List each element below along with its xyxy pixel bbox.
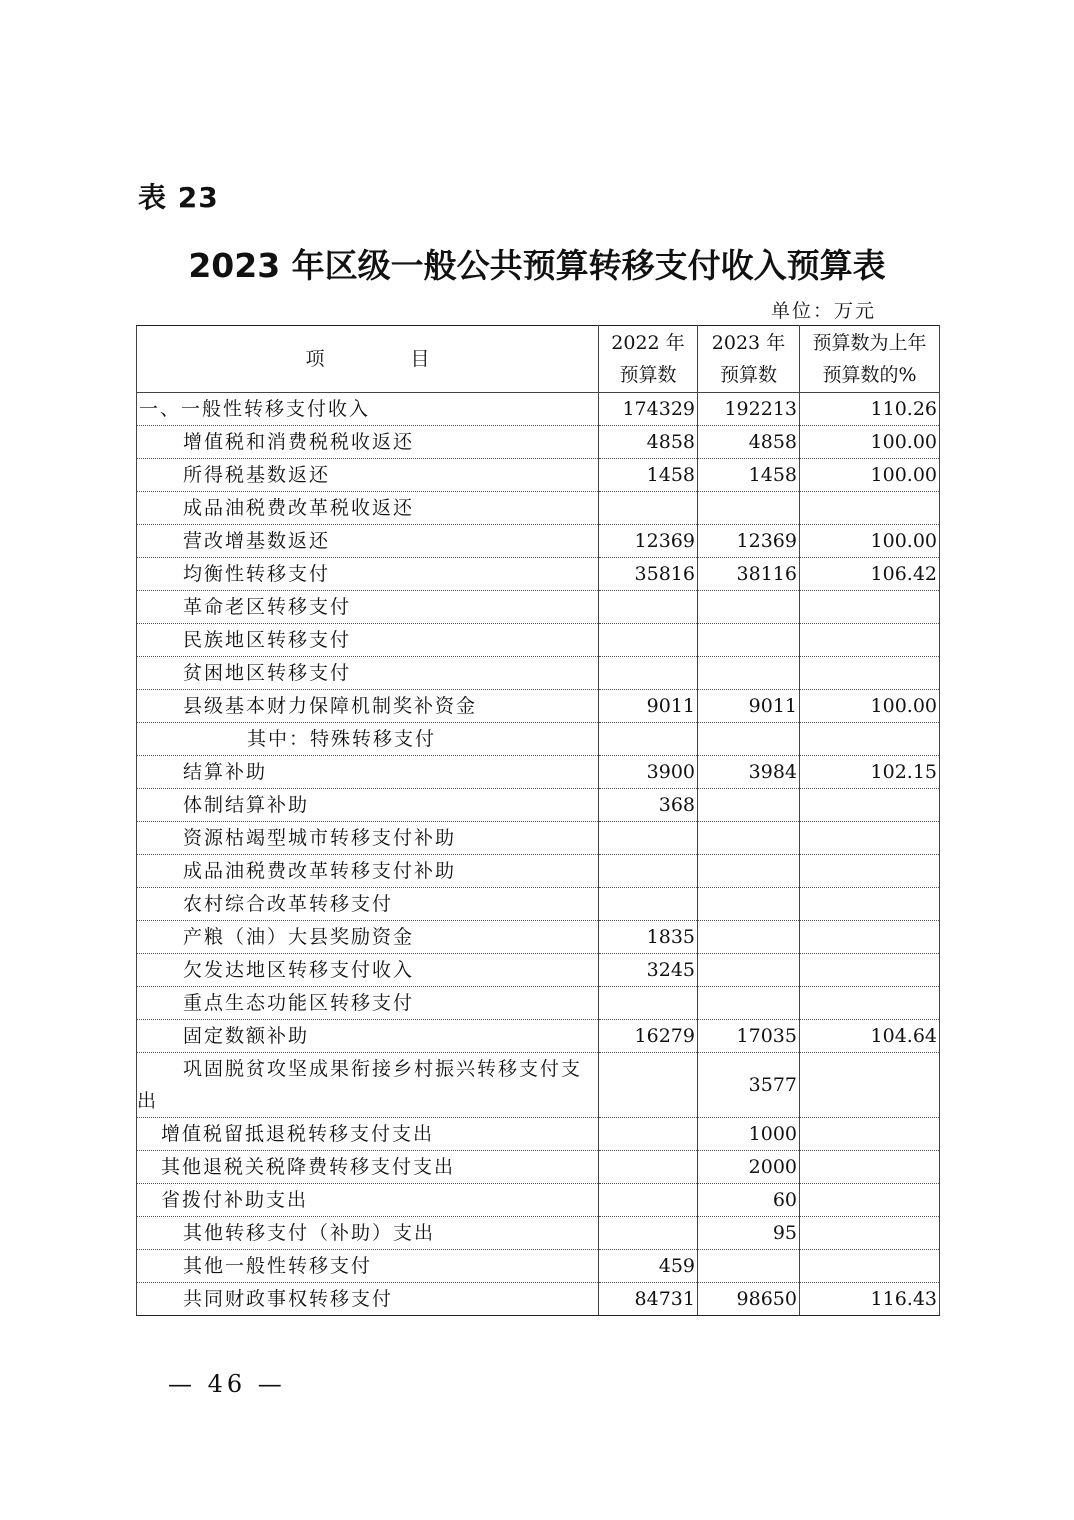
row-percent	[800, 1184, 940, 1217]
row-2023: 3984	[698, 756, 800, 789]
header-item: 项 目	[137, 326, 599, 393]
table-row	[137, 954, 940, 987]
header-percent	[800, 326, 940, 393]
row-item: 巩固脱贫攻坚成果衔接乡村振兴转移支付支出	[137, 1053, 599, 1118]
row-item: 重点生态功能区转移支付	[137, 987, 599, 1020]
table-row	[137, 921, 940, 954]
row-percent	[800, 624, 940, 657]
page-number: — 46 —	[168, 1370, 286, 1398]
row-percent	[800, 888, 940, 921]
row-2023	[698, 1250, 800, 1283]
table-row	[137, 393, 940, 426]
header-2023-label: 预算数	[719, 364, 777, 386]
row-percent	[800, 954, 940, 987]
table-row	[137, 1020, 940, 1053]
row-percent	[800, 1217, 940, 1250]
row-percent: 116.43	[800, 1283, 940, 1316]
table-row	[137, 1053, 940, 1118]
row-2023: 9011	[698, 690, 800, 723]
row-percent	[800, 1250, 940, 1283]
row-2022	[599, 591, 698, 624]
table-row	[137, 756, 940, 789]
row-2023: 4858	[698, 426, 800, 459]
header-row	[137, 326, 940, 393]
row-2022: 174329	[599, 393, 698, 426]
row-2022: 16279	[599, 1020, 698, 1053]
table-row	[137, 591, 940, 624]
row-percent	[800, 1151, 940, 1184]
table-row	[137, 657, 940, 690]
row-item: 其他转移支付（补助）支出	[137, 1217, 599, 1250]
table-row	[137, 558, 940, 591]
row-item: 共同财政事权转移支付	[137, 1283, 599, 1316]
row-2022: 12369	[599, 525, 698, 558]
table-number: 表 23	[138, 181, 219, 214]
row-2023	[698, 492, 800, 525]
header-2022-year: 2022 年	[611, 332, 685, 354]
table-row	[137, 1250, 940, 1283]
table-row	[137, 987, 940, 1020]
header-2023-year: 2023 年	[711, 332, 786, 354]
row-2022	[599, 1118, 698, 1151]
row-percent	[800, 987, 940, 1020]
row-item: 体制结算补助	[137, 789, 599, 822]
table-row	[137, 492, 940, 525]
row-2023	[698, 624, 800, 657]
row-2022: 4858	[599, 426, 698, 459]
row-2023	[698, 822, 800, 855]
row-2023: 17035	[698, 1020, 800, 1053]
row-item: 结算补助	[137, 756, 599, 789]
row-2023	[698, 921, 800, 954]
row-2023	[698, 657, 800, 690]
row-item: 增值税和消费税税收返还	[137, 426, 599, 459]
table-row	[137, 723, 940, 756]
row-2022	[599, 1151, 698, 1184]
row-2023: 1000	[698, 1118, 800, 1151]
row-2023: 12369	[698, 525, 800, 558]
row-2022: 3900	[599, 756, 698, 789]
header-2023	[698, 326, 800, 393]
row-2022	[599, 492, 698, 525]
row-percent	[800, 657, 940, 690]
budget-table	[136, 325, 940, 1316]
row-item: 固定数额补助	[137, 1020, 599, 1053]
row-item: 增值税留抵退税转移支付支出	[137, 1118, 599, 1151]
row-2022	[599, 1053, 698, 1118]
row-item: 贫困地区转移支付	[137, 657, 599, 690]
row-percent: 100.00	[800, 690, 940, 723]
row-2023: 2000	[698, 1151, 800, 1184]
row-2023	[698, 789, 800, 822]
row-percent: 102.15	[800, 756, 940, 789]
table-row	[137, 822, 940, 855]
row-2022: 1835	[599, 921, 698, 954]
row-percent: 100.00	[800, 459, 940, 492]
header-percent-line2: 预算数的%	[822, 364, 917, 386]
row-percent	[800, 921, 940, 954]
row-item: 欠发达地区转移支付收入	[137, 954, 599, 987]
table-row	[137, 624, 940, 657]
row-2022: 1458	[599, 459, 698, 492]
table-row	[137, 690, 940, 723]
row-percent	[800, 1118, 940, 1151]
row-item: 成品油税费改革税收返还	[137, 492, 599, 525]
row-item: 一、一般性转移支付收入	[137, 393, 599, 426]
document-title: 2023 年区级一般公共预算转移支付收入预算表	[188, 246, 886, 285]
row-item: 县级基本财力保障机制奖补资金	[137, 690, 599, 723]
table-row	[137, 789, 940, 822]
row-item: 省拨付补助支出	[137, 1184, 599, 1217]
row-2022	[599, 855, 698, 888]
row-2023: 3577	[698, 1053, 800, 1118]
row-2022	[599, 822, 698, 855]
row-2023	[698, 987, 800, 1020]
row-2022	[599, 1217, 698, 1250]
table-row	[137, 1151, 940, 1184]
row-2022: 368	[599, 789, 698, 822]
row-2023	[698, 723, 800, 756]
row-2022	[599, 987, 698, 1020]
table-row	[137, 1283, 940, 1316]
table-row	[137, 1118, 940, 1151]
row-percent: 110.26	[800, 393, 940, 426]
unit-label: 单位：万元	[770, 300, 876, 322]
row-percent	[800, 822, 940, 855]
row-item: 革命老区转移支付	[137, 591, 599, 624]
row-item: 其他一般性转移支付	[137, 1250, 599, 1283]
row-2022: 35816	[599, 558, 698, 591]
row-percent	[800, 1053, 940, 1118]
row-2022	[599, 1184, 698, 1217]
header-2022	[599, 326, 698, 393]
row-2023	[698, 591, 800, 624]
row-2023: 1458	[698, 459, 800, 492]
row-item: 均衡性转移支付	[137, 558, 599, 591]
row-2022	[599, 723, 698, 756]
row-percent: 100.00	[800, 426, 940, 459]
table-row	[137, 1217, 940, 1250]
row-percent: 100.00	[800, 525, 940, 558]
row-2022	[599, 888, 698, 921]
table-row	[137, 855, 940, 888]
row-item: 民族地区转移支付	[137, 624, 599, 657]
table-row	[137, 525, 940, 558]
row-2022: 84731	[599, 1283, 698, 1316]
row-percent	[800, 855, 940, 888]
row-percent	[800, 723, 940, 756]
row-2023	[698, 855, 800, 888]
row-percent	[800, 591, 940, 624]
row-percent	[800, 492, 940, 525]
row-2023: 38116	[698, 558, 800, 591]
row-item: 其中：特殊转移支付	[137, 723, 599, 756]
row-2023: 95	[698, 1217, 800, 1250]
row-percent: 106.42	[800, 558, 940, 591]
row-item: 营改增基数返还	[137, 525, 599, 558]
row-2023	[698, 954, 800, 987]
table-row	[137, 426, 940, 459]
row-item: 农村综合改革转移支付	[137, 888, 599, 921]
row-item: 其他退税关税降费转移支付支出	[137, 1151, 599, 1184]
row-item: 资源枯竭型城市转移支付补助	[137, 822, 599, 855]
row-2023: 98650	[698, 1283, 800, 1316]
row-2023: 60	[698, 1184, 800, 1217]
row-item: 成品油税费改革转移支付补助	[137, 855, 599, 888]
row-2022	[599, 624, 698, 657]
row-2022	[599, 657, 698, 690]
row-2023	[698, 888, 800, 921]
table-row	[137, 1184, 940, 1217]
row-percent	[800, 789, 940, 822]
row-item: 产粮（油）大县奖励资金	[137, 921, 599, 954]
row-2023: 192213	[698, 393, 800, 426]
row-2022: 3245	[599, 954, 698, 987]
row-2022: 9011	[599, 690, 698, 723]
table-row	[137, 459, 940, 492]
row-2022: 459	[599, 1250, 698, 1283]
table-row	[137, 888, 940, 921]
row-percent: 104.64	[800, 1020, 940, 1053]
header-2022-label: 预算数	[619, 364, 677, 386]
header-percent-line1: 预算数为上年	[812, 332, 927, 354]
row-item: 所得税基数返还	[137, 459, 599, 492]
